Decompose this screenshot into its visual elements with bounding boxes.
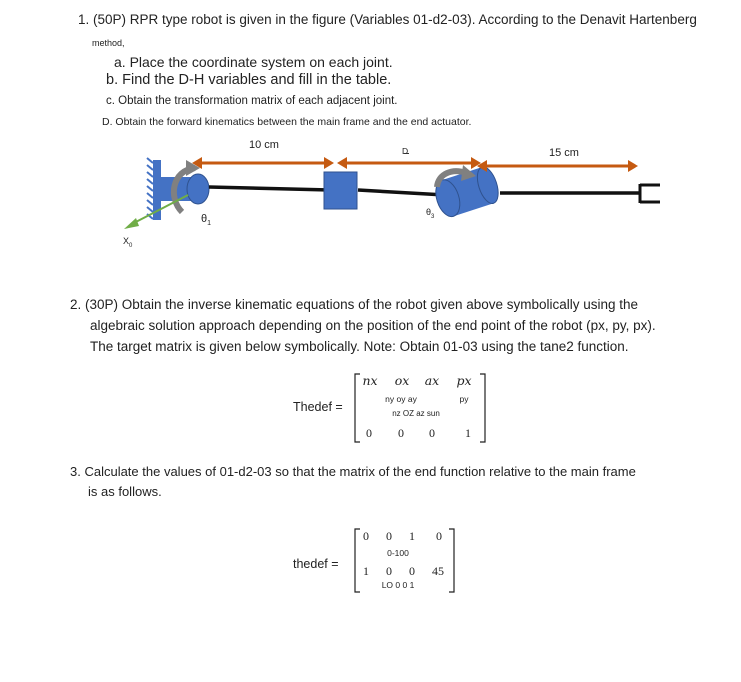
x0-axis-arrow-head (124, 218, 139, 229)
matrix-1-row-4-c2: 0 (398, 426, 404, 440)
matrix-1-nx: nx (362, 373, 378, 388)
matrix-1-px: px (456, 373, 472, 388)
theta-3-label: $\theta_3$ (426, 207, 435, 220)
link-2 (358, 190, 445, 195)
question-3-line-1: 3. Calculate the values of 01-d2-03 so that the matrix of the end function relative to the main frame (70, 464, 636, 479)
matrix-2-r1-c1: 0 (363, 529, 369, 543)
item-c: c. Obtain the transformation matrix of each adjacent joint. (106, 95, 398, 107)
matrix-2-r3-c1: 1 (363, 564, 369, 578)
matrix-1-label: Thedef = (293, 400, 343, 414)
joint-1 (161, 174, 209, 204)
matrix-1-row-4-c4: 1 (465, 426, 471, 440)
dimension-label-15cm: 15 cm (549, 147, 579, 159)
end-effector-gripper (640, 184, 660, 203)
dimension-label-10cm: 10 cm (249, 139, 279, 151)
item-a: a. Place the coordinate system on each joint. (114, 54, 393, 70)
matrix-2-r1-c4: 0 (436, 529, 442, 543)
question-3-line-2: is as follows. (88, 484, 162, 499)
matrix-1-ox: ox (394, 373, 410, 388)
matrix-2-label: thedef = (293, 557, 339, 571)
item-b: b. Find the D-H variables and fill in the table. (106, 72, 392, 88)
matrix-1-row-4-c3: 0 (429, 426, 435, 440)
matrix-2-row-2: 0-100 (387, 548, 409, 558)
matrix-1-row-2: ny oy ay (385, 394, 417, 404)
matrix-2-r3-c3: 0 (409, 564, 415, 578)
question-1-title: 1. (50P) RPR type robot is given in the figure (Variables 01-d2-03). According to the Denavit Hartenberg (78, 12, 697, 27)
question-3 (70, 462, 636, 502)
dimension-label-d: D (402, 146, 409, 156)
dimension-arrow-15cm (477, 160, 638, 172)
item-d: D. Obtain the forward kinematics between the main frame and the end actuator. (102, 116, 472, 128)
matrix-1-row-3: nz OZ az sun (392, 409, 440, 418)
dimension-arrow-10cm (192, 157, 334, 169)
matrix-1-py: py (459, 394, 469, 404)
robot-figure (0, 0, 741, 300)
x0-label: $X_0$ (123, 236, 133, 249)
prismatic-joint-block (324, 172, 357, 209)
dimension-label-d-underline (404, 153, 409, 154)
theta-1-label: $\theta_1$ (201, 213, 212, 228)
matrix-1-ax: ax (424, 373, 440, 388)
matrix-2-row-4: LO 0 0 1 (381, 580, 415, 590)
question-2 (70, 294, 656, 357)
dimension-arrow-d (337, 157, 481, 169)
question-2-line-3: The target matrix is given below symbolically. Note: Obtain 01-03 using the tane2 function. (90, 339, 629, 354)
matrix-2-r3-c4: 45 (432, 564, 444, 578)
question-2-line-2: algebraic solution approach depending on the position of the end point of the robot (px, py, px). (90, 318, 656, 333)
matrix-2-r1-c2: 0 (386, 529, 392, 543)
method-label: method, (92, 38, 125, 48)
matrix-2-r3-c2: 0 (386, 564, 392, 578)
question-2-line-1: 2. (30P) Obtain the inverse kinematic equations of the robot given above symbolically using the (70, 297, 639, 312)
matrix-2-r1-c3: 1 (409, 529, 415, 543)
matrix-1-row-4-c1: 0 (366, 426, 372, 440)
link-1 (209, 187, 330, 190)
